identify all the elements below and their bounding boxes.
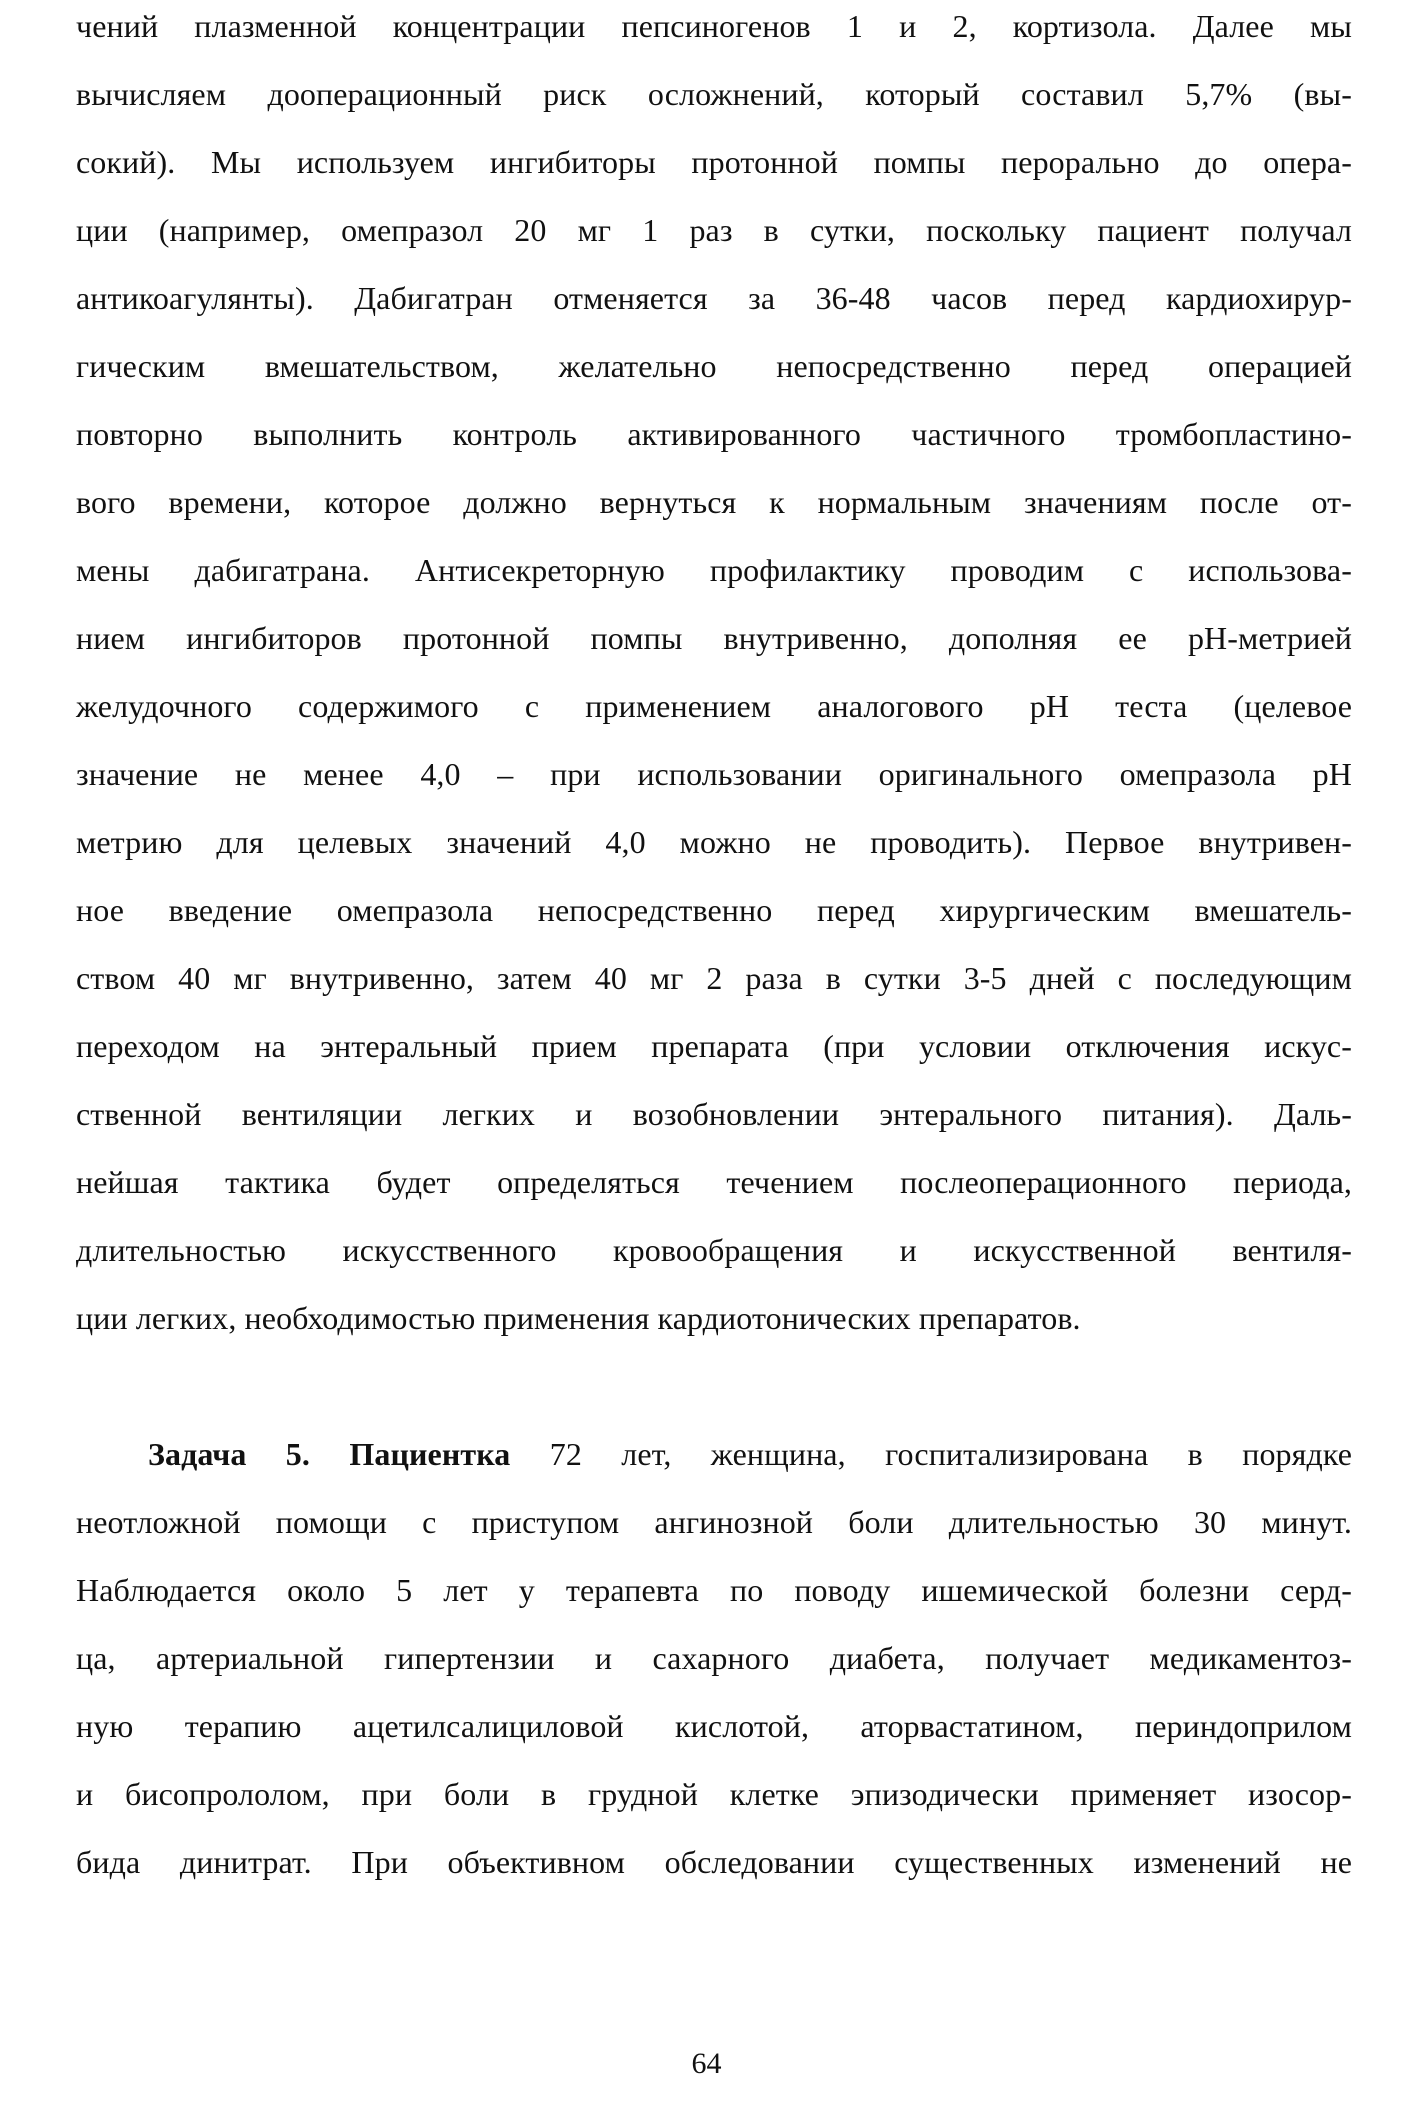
text-line [76,1420,1352,1488]
text-line: сокий). Мы используем ингибиторы протонной помпы перорально до опера- [76,144,1352,180]
text-line: вычисляем дооперационный риск осложнений, который составил 5,7% (вы- [76,76,1352,112]
text-line: ную терапию ацетилсалициловой кислотой, аторвастатином, периндоприлом [76,1708,1352,1744]
text-line: бида динитрат. При объективном обследовании существенных изменений не [76,1844,1352,1880]
text-line: ственной вентиляции легких и возобновлении энтерального питания). Даль- [76,1096,1352,1132]
task-heading: Задача 5. Пациентка [148,1436,511,1472]
task-heading-rest: 72 лет, женщина, госпитализирована в порядке [510,1436,1353,1472]
text-line: повторно выполнить контроль активированного частичного тромбопластино- [76,416,1352,452]
text-line: нейшая тактика будет определяться течением послеоперационного периода, [76,1164,1352,1200]
text-line: мены дабигатрана. Антисекреторную профилактику проводим с использова- [76,552,1352,588]
text-line: ции (например, омепразол 20 мг 1 раз в сутки, поскольку пациент получал [76,212,1352,248]
text-line: антикоагулянты). Дабигатран отменяется за 36-48 часов перед кардиохирур- [76,280,1352,316]
task-5-paragraph [76,1420,1352,1896]
paragraph-continuation [76,0,1352,1352]
text-line: метрию для целевых значений 4,0 можно не проводить). Первое внутривен- [76,824,1352,860]
text-line: вого времени, которое должно вернуться к нормальным значениям после от- [76,484,1352,520]
text-line: ное введение омепразола непосредственно перед хирургическим вмешатель- [76,892,1352,928]
text-line: неотложной помощи с приступом ангинозной боли длительностью 30 минут. [76,1504,1352,1540]
text-line: гическим вмешательством, желательно непосредственно перед операцией [76,348,1352,384]
text-line: и бисопрололом, при боли в грудной клетке эпизодически применяет изосор- [76,1776,1352,1812]
page-number: 64 [691,2047,722,2080]
text-line: ца, артериальной гипертензии и сахарного диабета, получает медикаментоз- [76,1640,1352,1676]
text-line: Наблюдается около 5 лет у терапевта по поводу ишемической болезни серд- [76,1572,1352,1608]
document-page [76,0,1352,2124]
text-line: значение не менее 4,0 – при использовании оригинального омепразола pH [76,756,1352,792]
text-line: нием ингибиторов протонной помпы внутривенно, дополняя ее pH-метрией [76,620,1352,656]
text-line: ции легких, необходимостью применения кардиотонических препаратов. [76,1300,1081,1336]
text-line: переходом на энтеральный прием препарата (при условии отключения искус- [76,1028,1352,1064]
text-line: ством 40 мг внутривенно, затем 40 мг 2 раза в сутки 3-5 дней с последующим [76,960,1352,996]
text-line: длительностью искусственного кровообращения и искусственной вентиля- [76,1232,1352,1268]
text-line: желудочного содержимого с применением аналогового pH теста (целевое [76,688,1352,724]
text-line: чений плазменной концентрации пепсиногенов 1 и 2, кортизола. Далее мы [76,8,1352,44]
